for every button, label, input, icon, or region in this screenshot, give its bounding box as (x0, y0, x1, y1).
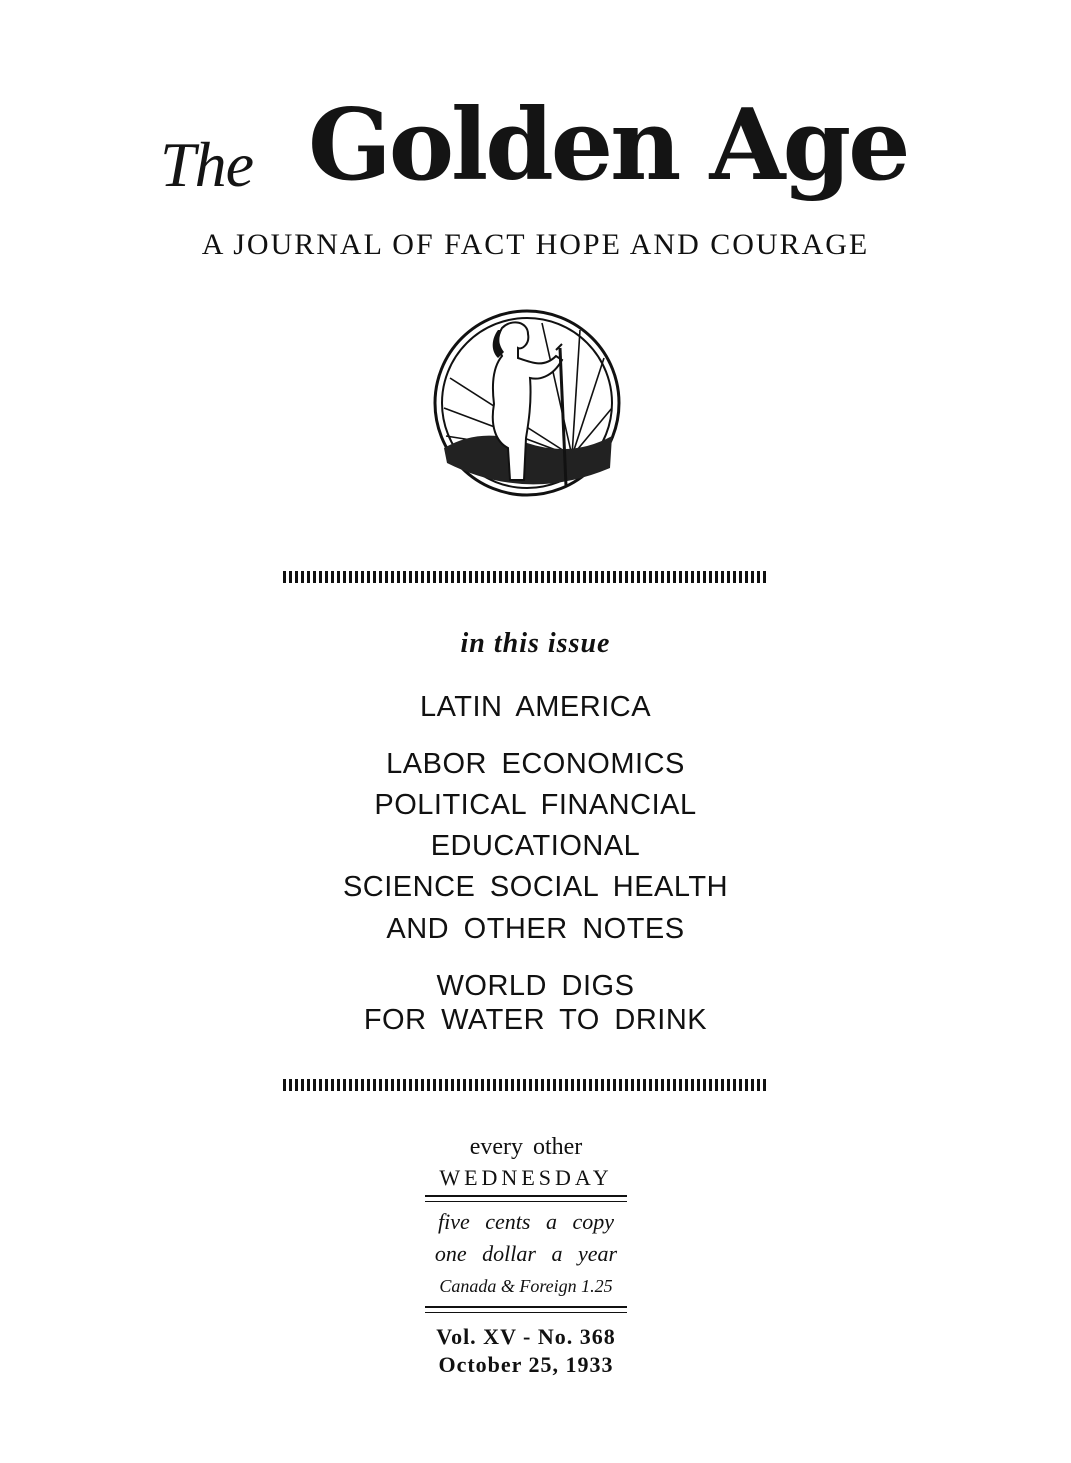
volume-number: Vol. XV - No. 368 (436, 1324, 616, 1349)
decorative-rule-top (283, 571, 767, 583)
price-foreign: Canada & Foreign 1.25 (439, 1276, 613, 1296)
divider (425, 1306, 627, 1313)
contents-item: LATIN AMERICA (419, 691, 652, 723)
contents-item: FOR WATER TO DRINK (363, 1004, 708, 1036)
contents-item: SCIENCE SOCIAL HEALTH (342, 871, 729, 903)
frequency-day: WEDNESDAY (439, 1165, 613, 1190)
contents-item: LABOR ECONOMICS (386, 748, 685, 780)
contents-item: POLITICAL FINANCIAL (374, 789, 697, 821)
contents-item: WORLD DIGS (436, 970, 635, 1002)
masthead-title (160, 88, 908, 218)
issue-date: October 25, 1933 (438, 1352, 614, 1377)
divider (425, 1195, 627, 1202)
contents-item: EDUCATIONAL (430, 830, 641, 862)
frequency-prefix: every other (469, 1134, 583, 1160)
contents-item: AND OTHER NOTES (386, 913, 685, 945)
price-year: one dollar a year (434, 1241, 618, 1266)
decorative-rule-bottom (283, 1079, 767, 1091)
masthead-the: The (160, 129, 253, 200)
masthead-subtitle: A JOURNAL OF FACT HOPE AND COURAGE (201, 228, 870, 261)
sower-emblem-icon (432, 308, 622, 498)
masthead-name: Golden Age (308, 88, 908, 203)
issue-heading: in this issue (460, 628, 611, 659)
price-copy: five cents a copy (438, 1209, 614, 1234)
